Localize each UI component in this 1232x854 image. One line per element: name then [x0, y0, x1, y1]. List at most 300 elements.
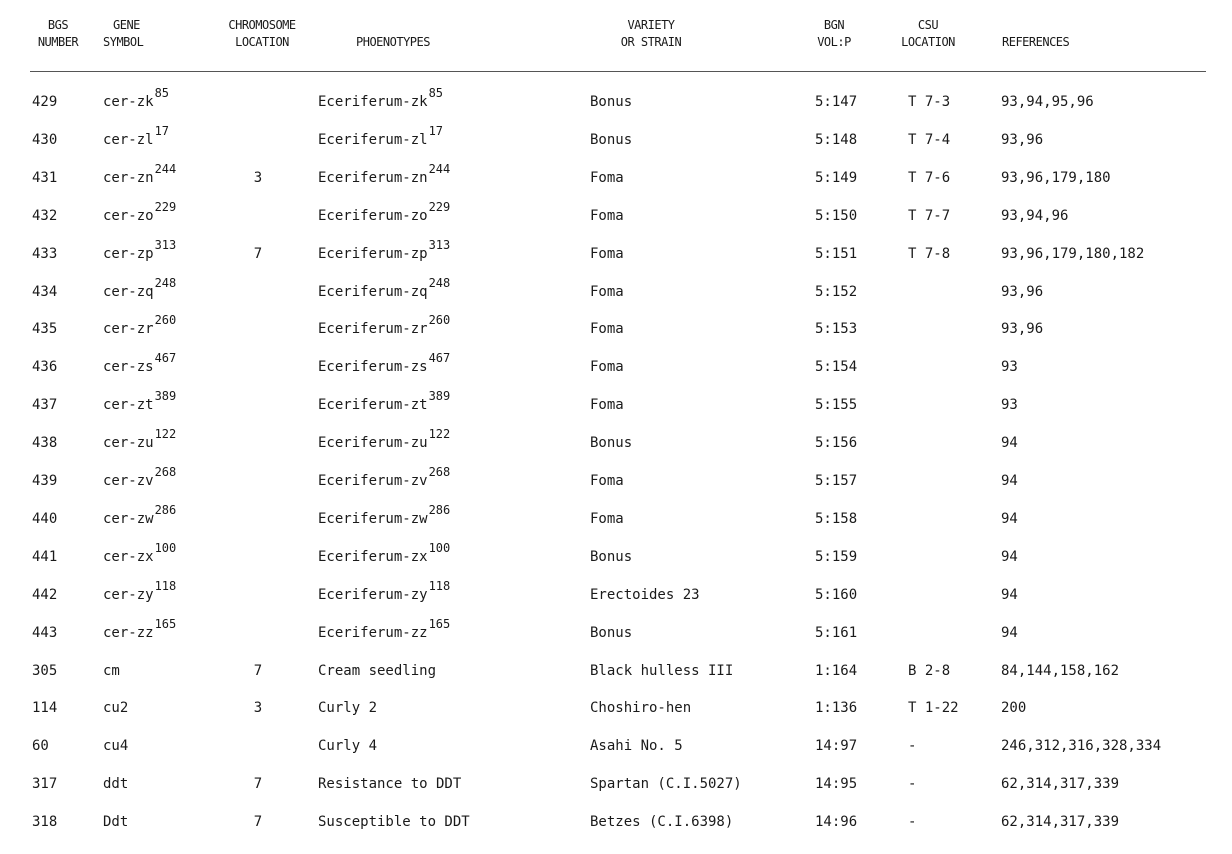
variety-strain-cell-text: Black hulless III — [590, 663, 734, 679]
bgn-volume-page-cell — [815, 170, 857, 186]
gene-symbol-cell — [103, 700, 129, 716]
references-cell-text: 62,314,317,339 — [1001, 814, 1120, 830]
variety-strain-cell-text: Foma — [590, 321, 624, 337]
bgn-volume-page-cell-text: 5:155 — [815, 397, 858, 413]
bgs-number-cell-text: 438 — [32, 435, 58, 451]
variety-strain-cell-text: Foma — [590, 473, 624, 489]
gene-symbol-cell-text: cer-zt — [103, 397, 154, 413]
bgs-number-cell-text: 439 — [32, 473, 58, 489]
header-divider — [30, 71, 1206, 72]
bgn-volume-page-cell — [815, 814, 857, 830]
variety-strain-cell — [590, 284, 624, 300]
bgs-number-cell-text: 442 — [32, 587, 58, 603]
allele-superscript: 244 — [154, 162, 177, 176]
csu-location-cell-text: - — [908, 738, 917, 754]
references-cell-text: 94 — [1001, 625, 1018, 641]
phenotype-cell — [318, 579, 451, 603]
table-row — [0, 768, 1232, 798]
chromosome-location-cell — [250, 700, 266, 716]
bgn-volume-page-cell — [815, 700, 857, 716]
table-row — [0, 200, 1232, 230]
references-cell — [1001, 208, 1068, 224]
bgn-volume-page-cell — [815, 473, 857, 489]
header-csu-line1: CSU — [917, 18, 939, 32]
bgn-volume-page-cell-text: 5:160 — [815, 587, 858, 603]
references-cell — [1001, 246, 1144, 262]
bgs-number-cell — [32, 625, 72, 641]
chromosome-location-cell-text: 7 — [253, 663, 263, 679]
bgn-volume-page-cell-text: 5:156 — [815, 435, 858, 451]
gene-symbol-cell-text: cer-zq — [103, 284, 154, 300]
phenotype-cell — [318, 162, 451, 186]
references-cell — [1001, 776, 1119, 792]
bgn-volume-page-cell-text: 5:151 — [815, 246, 858, 262]
chromosome-location-cell — [250, 246, 266, 262]
references-cell — [1001, 738, 1161, 754]
allele-superscript: 118 — [428, 579, 451, 593]
bgn-volume-page-cell — [815, 511, 857, 527]
allele-superscript: 100 — [428, 541, 451, 555]
phenotype-cell-text: Eceriferum-zx — [318, 549, 428, 565]
bgs-number-cell-text: 114 — [32, 700, 58, 716]
bgs-number-cell-text: 429 — [32, 94, 58, 110]
header-variety-line2: OR STRAIN — [620, 35, 682, 49]
table-row — [0, 692, 1232, 722]
bgn-volume-page-cell-text: 14:95 — [815, 776, 858, 792]
variety-strain-cell — [590, 359, 624, 375]
references-cell-text: 94 — [1001, 435, 1018, 451]
gene-symbol-cell-text: cer-zy — [103, 587, 154, 603]
phenotype-cell — [318, 427, 451, 451]
bgs-number-cell — [32, 359, 72, 375]
table-row — [0, 238, 1232, 268]
gene-symbol-cell-text: cer-zk — [103, 94, 154, 110]
table-row — [0, 503, 1232, 533]
gene-symbol-cell — [103, 389, 177, 413]
chromosome-location-cell-text: 7 — [253, 776, 263, 792]
references-cell — [1001, 814, 1119, 830]
header-phenotypes-label: PHOENOTYPES — [356, 35, 430, 49]
allele-superscript: 286 — [428, 503, 451, 517]
table-row — [0, 86, 1232, 116]
bgs-number-cell — [32, 170, 72, 186]
phenotype-cell-text: Resistance to DDT — [318, 776, 462, 792]
bgs-number-cell — [32, 435, 72, 451]
variety-strain-cell — [590, 738, 683, 754]
references-cell — [1001, 284, 1043, 300]
header-variety-line1: VARIETY — [627, 18, 675, 32]
references-cell-text: 94 — [1001, 587, 1018, 603]
table-row — [0, 124, 1232, 154]
gene-symbol-cell — [103, 814, 129, 830]
header-symbol-line1: GENE — [113, 18, 140, 32]
variety-strain-cell-text: Asahi No. 5 — [590, 738, 683, 754]
variety-strain-cell-text: Foma — [590, 284, 624, 300]
chromosome-location-cell — [250, 776, 266, 792]
csu-location-cell — [908, 208, 958, 224]
bgn-volume-page-cell-text: 5:149 — [815, 170, 858, 186]
table-row — [0, 730, 1232, 760]
variety-strain-cell — [590, 587, 700, 603]
phenotype-cell — [318, 738, 378, 754]
allele-superscript: 248 — [428, 276, 451, 290]
chromosome-location-cell-text: 3 — [253, 170, 263, 186]
bgn-volume-page-cell-text: 5:147 — [815, 94, 858, 110]
variety-strain-cell — [590, 397, 624, 413]
variety-strain-cell-text: Foma — [590, 359, 624, 375]
variety-strain-cell — [590, 511, 624, 527]
gene-symbol-cell — [103, 162, 177, 186]
variety-strain-cell-text: Bonus — [590, 549, 633, 565]
variety-strain-cell-text: Bonus — [590, 435, 633, 451]
references-cell-text: 84,144,158,162 — [1001, 663, 1120, 679]
phenotype-cell — [318, 700, 378, 716]
gene-symbol-cell-text: cm — [103, 663, 120, 679]
table-row — [0, 655, 1232, 685]
phenotype-cell-text: Eceriferum-zk — [318, 94, 428, 110]
table-row — [0, 162, 1232, 192]
allele-superscript: 100 — [154, 541, 177, 555]
gene-symbol-cell — [103, 465, 177, 489]
phenotype-cell-text: Eceriferum-zo — [318, 208, 428, 224]
phenotype-cell-text: Susceptible to DDT — [318, 814, 470, 830]
bgs-number-cell — [32, 397, 72, 413]
csu-location-cell-text: T 7-7 — [908, 208, 951, 224]
allele-superscript: 118 — [154, 579, 177, 593]
table-row — [0, 465, 1232, 495]
variety-strain-cell — [590, 208, 624, 224]
bgs-number-cell — [32, 132, 72, 148]
allele-superscript: 260 — [154, 313, 177, 327]
references-cell-text: 93,96 — [1001, 132, 1044, 148]
references-cell-text: 94 — [1001, 473, 1018, 489]
allele-superscript: 313 — [154, 238, 177, 252]
bgn-volume-page-cell — [815, 663, 857, 679]
phenotype-cell — [318, 313, 451, 337]
references-cell-text: 93,94,95,96 — [1001, 94, 1094, 110]
gene-symbol-cell-text: cer-zn — [103, 170, 154, 186]
csu-location-cell-text: T 7-6 — [908, 170, 951, 186]
phenotype-cell — [318, 124, 444, 148]
gene-symbol-cell-text: cer-zx — [103, 549, 154, 565]
bgn-volume-page-cell-text: 5:157 — [815, 473, 858, 489]
variety-strain-cell-text: Foma — [590, 246, 624, 262]
bgs-number-cell — [32, 776, 72, 792]
references-cell — [1001, 663, 1119, 679]
allele-superscript: 165 — [428, 617, 451, 631]
references-cell — [1001, 700, 1026, 716]
allele-superscript: 85 — [154, 86, 170, 100]
header-csu-location — [886, 17, 970, 51]
phenotype-cell — [318, 86, 444, 110]
chromosome-location-cell-text: 7 — [253, 246, 263, 262]
bgs-number-cell-text: 433 — [32, 246, 58, 262]
allele-superscript: 389 — [154, 389, 177, 403]
chromosome-location-cell-text: 3 — [253, 700, 263, 716]
chromosome-location-cell — [250, 170, 266, 186]
csu-location-cell — [908, 738, 958, 754]
allele-superscript: 268 — [428, 465, 451, 479]
gene-symbol-cell — [103, 738, 129, 754]
variety-strain-cell-text: Foma — [590, 511, 624, 527]
header-chromosome-location — [212, 17, 312, 51]
gene-symbol-cell — [103, 503, 177, 527]
gene-symbol-cell-text: cu2 — [103, 700, 129, 716]
phenotype-cell — [318, 200, 451, 224]
references-cell-text: 94 — [1001, 511, 1018, 527]
references-cell — [1001, 511, 1018, 527]
header-chromosome-line2: LOCATION — [235, 35, 289, 49]
phenotype-cell — [318, 238, 451, 262]
bgn-volume-page-cell-text: 5:158 — [815, 511, 858, 527]
variety-strain-cell — [590, 625, 632, 641]
gene-symbol-cell — [103, 663, 121, 679]
csu-location-cell — [908, 700, 958, 716]
allele-superscript: 17 — [428, 124, 444, 138]
allele-superscript: 122 — [154, 427, 177, 441]
header-references — [1002, 34, 1069, 51]
references-cell-text: 200 — [1001, 700, 1027, 716]
table-row — [0, 276, 1232, 306]
bgn-volume-page-cell — [815, 549, 857, 565]
phenotype-cell — [318, 663, 437, 679]
gene-symbol-cell-text: cer-zs — [103, 359, 154, 375]
gene-symbol-cell — [103, 541, 177, 565]
references-cell — [1001, 473, 1018, 489]
bgs-number-cell-text: 437 — [32, 397, 58, 413]
allele-superscript: 389 — [428, 389, 451, 403]
references-cell-text: 62,314,317,339 — [1001, 776, 1120, 792]
bgs-number-cell — [32, 700, 72, 716]
bgs-number-cell — [32, 473, 72, 489]
bgn-volume-page-cell — [815, 246, 857, 262]
phenotype-cell — [318, 389, 451, 413]
bgs-number-cell — [32, 549, 72, 565]
header-bgs-line2: NUMBER — [37, 35, 79, 49]
references-cell-text: 93,96 — [1001, 321, 1044, 337]
phenotype-cell — [318, 351, 451, 375]
variety-strain-cell — [590, 700, 691, 716]
gene-symbol-cell-text: ddt — [103, 776, 129, 792]
bgs-number-cell-text: 443 — [32, 625, 58, 641]
table-row — [0, 579, 1232, 609]
gene-symbol-cell-text: cer-zp — [103, 246, 154, 262]
table-row — [0, 389, 1232, 419]
gene-symbol-cell-text: cer-zu — [103, 435, 154, 451]
variety-strain-cell — [590, 776, 742, 792]
bgn-volume-page-cell-text: 5:161 — [815, 625, 858, 641]
variety-strain-cell — [590, 473, 624, 489]
header-chromosome-line1: CHROMOSOME — [228, 18, 296, 32]
gene-symbol-cell — [103, 351, 177, 375]
chromosome-location-cell — [250, 814, 266, 830]
phenotype-cell-text: Curly 4 — [318, 738, 378, 754]
allele-superscript: 260 — [428, 313, 451, 327]
variety-strain-cell — [590, 132, 632, 148]
csu-location-cell-text: B 2-8 — [908, 663, 951, 679]
header-gene-symbol — [103, 17, 143, 51]
gene-symbol-cell-text: cer-zo — [103, 208, 154, 224]
gene-symbol-cell — [103, 238, 177, 262]
bgn-volume-page-cell — [815, 397, 857, 413]
header-bgn-line2: VOL:P — [817, 35, 851, 49]
header-references-label: REFERENCES — [1002, 35, 1070, 49]
gene-symbol-cell — [103, 617, 177, 641]
variety-strain-cell-text: Choshiro-hen — [590, 700, 692, 716]
bgs-number-cell — [32, 587, 72, 603]
references-cell-text: 93,96,179,180,182 — [1001, 246, 1145, 262]
phenotype-cell-text: Eceriferum-zp — [318, 246, 428, 262]
bgs-number-cell-text: 318 — [32, 814, 58, 830]
header-bgn-line1: BGN — [823, 18, 845, 32]
bgn-volume-page-cell — [815, 359, 857, 375]
bgn-volume-page-cell — [815, 284, 857, 300]
bgn-volume-page-cell — [815, 94, 857, 110]
variety-strain-cell-text: Spartan (C.I.5027) — [590, 776, 742, 792]
references-cell — [1001, 132, 1043, 148]
bgs-number-cell-text: 440 — [32, 511, 58, 527]
allele-superscript: 467 — [428, 351, 451, 365]
table-row — [0, 427, 1232, 457]
header-csu-line2: LOCATION — [901, 35, 955, 49]
phenotype-cell-text: Eceriferum-zl — [318, 132, 428, 148]
allele-superscript: 467 — [154, 351, 177, 365]
phenotype-cell — [318, 465, 451, 489]
variety-strain-cell — [590, 94, 632, 110]
variety-strain-cell — [590, 246, 624, 262]
gene-symbol-cell — [103, 276, 177, 300]
variety-strain-cell-text: Bonus — [590, 625, 633, 641]
bgs-number-cell-text: 436 — [32, 359, 58, 375]
references-cell-text: 93 — [1001, 359, 1018, 375]
csu-location-cell-text: T 7-8 — [908, 246, 951, 262]
bgs-number-cell-text: 441 — [32, 549, 58, 565]
bgn-volume-page-cell — [815, 776, 857, 792]
references-cell — [1001, 435, 1018, 451]
allele-superscript: 122 — [428, 427, 451, 441]
csu-location-cell — [908, 814, 958, 830]
variety-strain-cell-text: Foma — [590, 170, 624, 186]
phenotype-cell — [318, 814, 471, 830]
gene-symbol-cell — [103, 427, 177, 451]
phenotype-cell — [318, 541, 451, 565]
phenotype-cell — [318, 776, 462, 792]
bgs-number-cell-text: 432 — [32, 208, 58, 224]
bgs-number-cell — [32, 321, 72, 337]
bgn-volume-page-cell — [815, 625, 857, 641]
variety-strain-cell-text: Erectoides 23 — [590, 587, 700, 603]
header-bgs-number — [28, 17, 88, 51]
gene-symbol-cell — [103, 313, 177, 337]
bgs-number-cell-text: 430 — [32, 132, 58, 148]
bgs-number-cell-text: 435 — [32, 321, 58, 337]
bgs-number-cell — [32, 738, 72, 754]
chromosome-location-cell-text: 7 — [253, 814, 263, 830]
csu-location-cell-text: T 1-22 — [908, 700, 959, 716]
references-cell — [1001, 625, 1018, 641]
bgs-number-cell — [32, 94, 72, 110]
bgs-number-cell — [32, 511, 72, 527]
header-symbol-line2: SYMBOL — [103, 35, 144, 49]
bgn-volume-page-cell-text: 1:136 — [815, 700, 858, 716]
allele-superscript: 248 — [154, 276, 177, 290]
phenotype-cell-text: Curly 2 — [318, 700, 378, 716]
gene-symbol-cell — [103, 776, 129, 792]
references-cell-text: 93,94,96 — [1001, 208, 1069, 224]
table-row — [0, 541, 1232, 571]
bgs-number-cell — [32, 208, 72, 224]
csu-location-cell — [908, 246, 958, 262]
header-bgn-volp — [804, 17, 864, 51]
header-bgs-line1: BGS — [47, 18, 69, 32]
phenotype-cell-text: Eceriferum-zz — [318, 625, 428, 641]
variety-strain-cell-text: Betzes (C.I.6398) — [590, 814, 734, 830]
csu-location-cell — [908, 94, 958, 110]
csu-location-cell-text: T 7-4 — [908, 132, 951, 148]
csu-location-cell — [908, 776, 958, 792]
gene-symbol-cell — [103, 200, 177, 224]
allele-superscript: 286 — [154, 503, 177, 517]
bgn-volume-page-cell — [815, 738, 857, 754]
phenotype-cell-text: Eceriferum-zt — [318, 397, 428, 413]
variety-strain-cell-text: Bonus — [590, 132, 633, 148]
references-cell — [1001, 397, 1018, 413]
phenotype-cell-text: Eceriferum-zr — [318, 321, 428, 337]
variety-strain-cell-text: Bonus — [590, 94, 633, 110]
gene-symbol-cell — [103, 124, 170, 148]
bgs-number-cell-text: 305 — [32, 663, 58, 679]
variety-strain-cell — [590, 549, 632, 565]
references-cell — [1001, 549, 1018, 565]
phenotype-cell-text: Eceriferum-zu — [318, 435, 428, 451]
allele-superscript: 17 — [154, 124, 170, 138]
csu-location-cell-text: - — [908, 776, 917, 792]
phenotype-cell — [318, 276, 451, 300]
variety-strain-cell-text: Foma — [590, 397, 624, 413]
bgn-volume-page-cell-text: 5:159 — [815, 549, 858, 565]
variety-strain-cell — [590, 814, 733, 830]
bgs-number-cell — [32, 246, 72, 262]
bgs-number-cell-text: 434 — [32, 284, 58, 300]
bgs-number-cell — [32, 663, 72, 679]
bgs-number-cell-text: 431 — [32, 170, 58, 186]
bgn-volume-page-cell — [815, 587, 857, 603]
table-row — [0, 617, 1232, 647]
bgn-volume-page-cell-text: 14:96 — [815, 814, 858, 830]
gene-symbol-cell-text: cu4 — [103, 738, 129, 754]
gene-symbol-cell-text: cer-zz — [103, 625, 154, 641]
allele-superscript: 268 — [154, 465, 177, 479]
references-cell — [1001, 359, 1018, 375]
header-phenotypes — [356, 34, 430, 51]
references-cell — [1001, 321, 1043, 337]
phenotype-cell-text: Eceriferum-zv — [318, 473, 428, 489]
variety-strain-cell — [590, 435, 632, 451]
allele-superscript: 244 — [428, 162, 451, 176]
allele-superscript: 313 — [428, 238, 451, 252]
bgs-number-cell-text: 60 — [32, 738, 49, 754]
allele-superscript: 229 — [428, 200, 451, 214]
phenotype-cell-text: Eceriferum-zn — [318, 170, 428, 186]
bgn-volume-page-cell-text: 14:97 — [815, 738, 858, 754]
bgn-volume-page-cell-text: 5:152 — [815, 284, 858, 300]
references-cell — [1001, 587, 1018, 603]
table-row — [0, 313, 1232, 343]
csu-location-cell-text: T 7-3 — [908, 94, 951, 110]
bgn-volume-page-cell — [815, 132, 857, 148]
gene-symbol-cell-text: cer-zv — [103, 473, 154, 489]
variety-strain-cell-text: Foma — [590, 208, 624, 224]
